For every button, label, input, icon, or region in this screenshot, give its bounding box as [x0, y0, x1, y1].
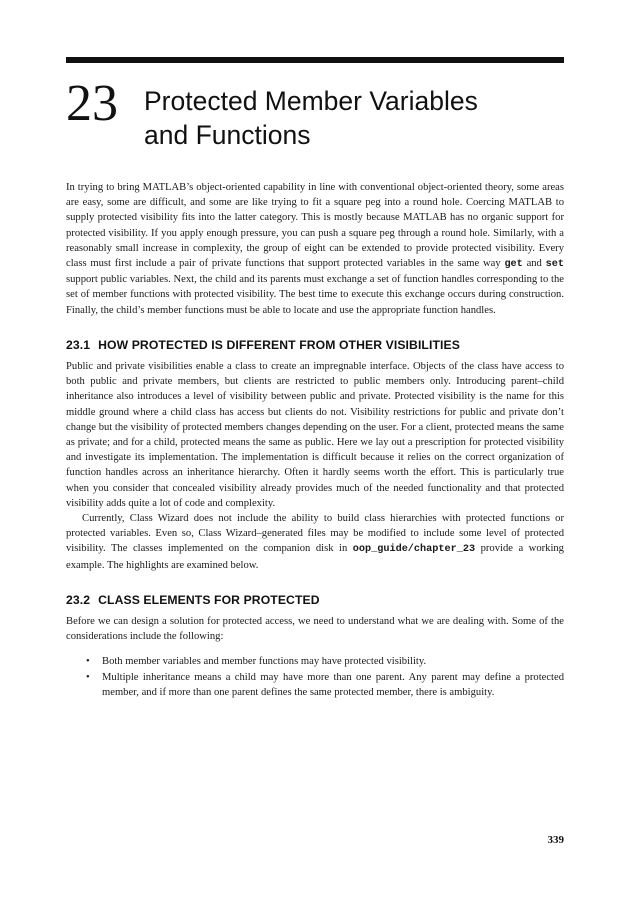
bullet-list [66, 654, 564, 700]
chapter-title-line-1: Protected Member Variables [144, 86, 478, 116]
chapter-title-line-2: and Functions [144, 120, 311, 150]
intro-text-3: support public variables. Next, the child and its parents must exchange a set of function handles corresponding to the set of member functions with protected visibility. The best time to execute this exchange occurs during construction. Finally, the child’s member functions must be able to locate and use the appropriate function handles. [66, 274, 564, 316]
intro-paragraph [66, 180, 564, 318]
section-title: HOW PROTECTED IS DIFFERENT FROM OTHER VISIBILITIES [98, 337, 460, 352]
code-set: set [545, 259, 564, 271]
code-get: get [504, 259, 523, 271]
intro-text-1: In trying to bring MATLAB’s object-oriented capability in line with conventional object-oriented theory, some areas are easy, some are difficult, and some are like trying to fit a square peg into a round hole. Coercing MATLAB to supply protected visibility fits into the latter category. This is mostly because MATLAB has no organic support for protected visibility. If you apply enough pressure, you can push a square peg through a round hole. Similarly, with a reasonably small increase in complexity, the group of eight can be extended to provide protected visibility. Every class must first include a pair of private functions that support protected variables in the same way [66, 182, 564, 270]
section-number: 23.2 [66, 592, 91, 607]
intro-text-2: and [526, 258, 542, 270]
chapter-number: 23 [66, 75, 118, 132]
page-body [66, 180, 564, 700]
bullet-icon: • [86, 656, 90, 668]
section-heading-23-1 [66, 338, 564, 353]
section-2-paragraph-1: Before we can design a solution for protected access, we need to understand what we are dealing with. Some of the considerations include the following: [66, 616, 564, 643]
chapter-top-rule [66, 57, 564, 63]
section-1-paragraph-2-text-b: provide a working example. The highlights are examined below. [66, 543, 564, 571]
section-1-paragraph-2-text-a: Currently, Class Wizard does not include the ability to build class hierarchies with protected functions or protected variables. Even so, Class Wizard–generated files may be modified to include some level of protected visibility. The classes implemented on the companion disk in [66, 513, 564, 555]
list-item-text: Multiple inheritance means a child may have more than one parent. Any parent may define a protected member, and if more than one parent defines the same protected member, there is ambiguity. [102, 671, 564, 698]
list-item [82, 670, 564, 700]
chapter-title [144, 84, 564, 152]
section-heading-23-2 [66, 593, 564, 608]
list-item [82, 654, 564, 669]
section-title: CLASS ELEMENTS FOR PROTECTED [98, 592, 320, 607]
bullet-icon: • [86, 671, 90, 683]
code-path: oop_guide/chapter_23 [352, 544, 476, 556]
section-number: 23.1 [66, 337, 91, 352]
list-item-text: Both member variables and member functions may have protected visibility. [102, 656, 427, 668]
section-1-paragraph-2 [66, 511, 564, 573]
page-number: 339 [547, 834, 564, 846]
section-1-paragraph-1: Public and private visibilities enable a class to create an impregnable interface. Objects of the class have access to both public and private members, but clients are restricted to public members only. Introducing parent–child inheritance also introduces a level of visibility between public and private. Protected visibility is the name for this middle ground where a child class has access but clients do not. Visibility restrictions for public and private don’t change but the visibility of protected members changes depending on the user. For a client, protected means the same as private; and for a child, protected means the same as public. Here we lay out a prescription for protected visibility and investigate its implementation. The implementation is difficult because it relies on the correct organization of function handles across an inheritance hierarchy. Often it hardly seems worth the effort. This is particularly true when you consider that concealed visibility already provides much of the needed functionality and that protected visibility adds quite a lot of code and complexity. [66, 361, 564, 509]
